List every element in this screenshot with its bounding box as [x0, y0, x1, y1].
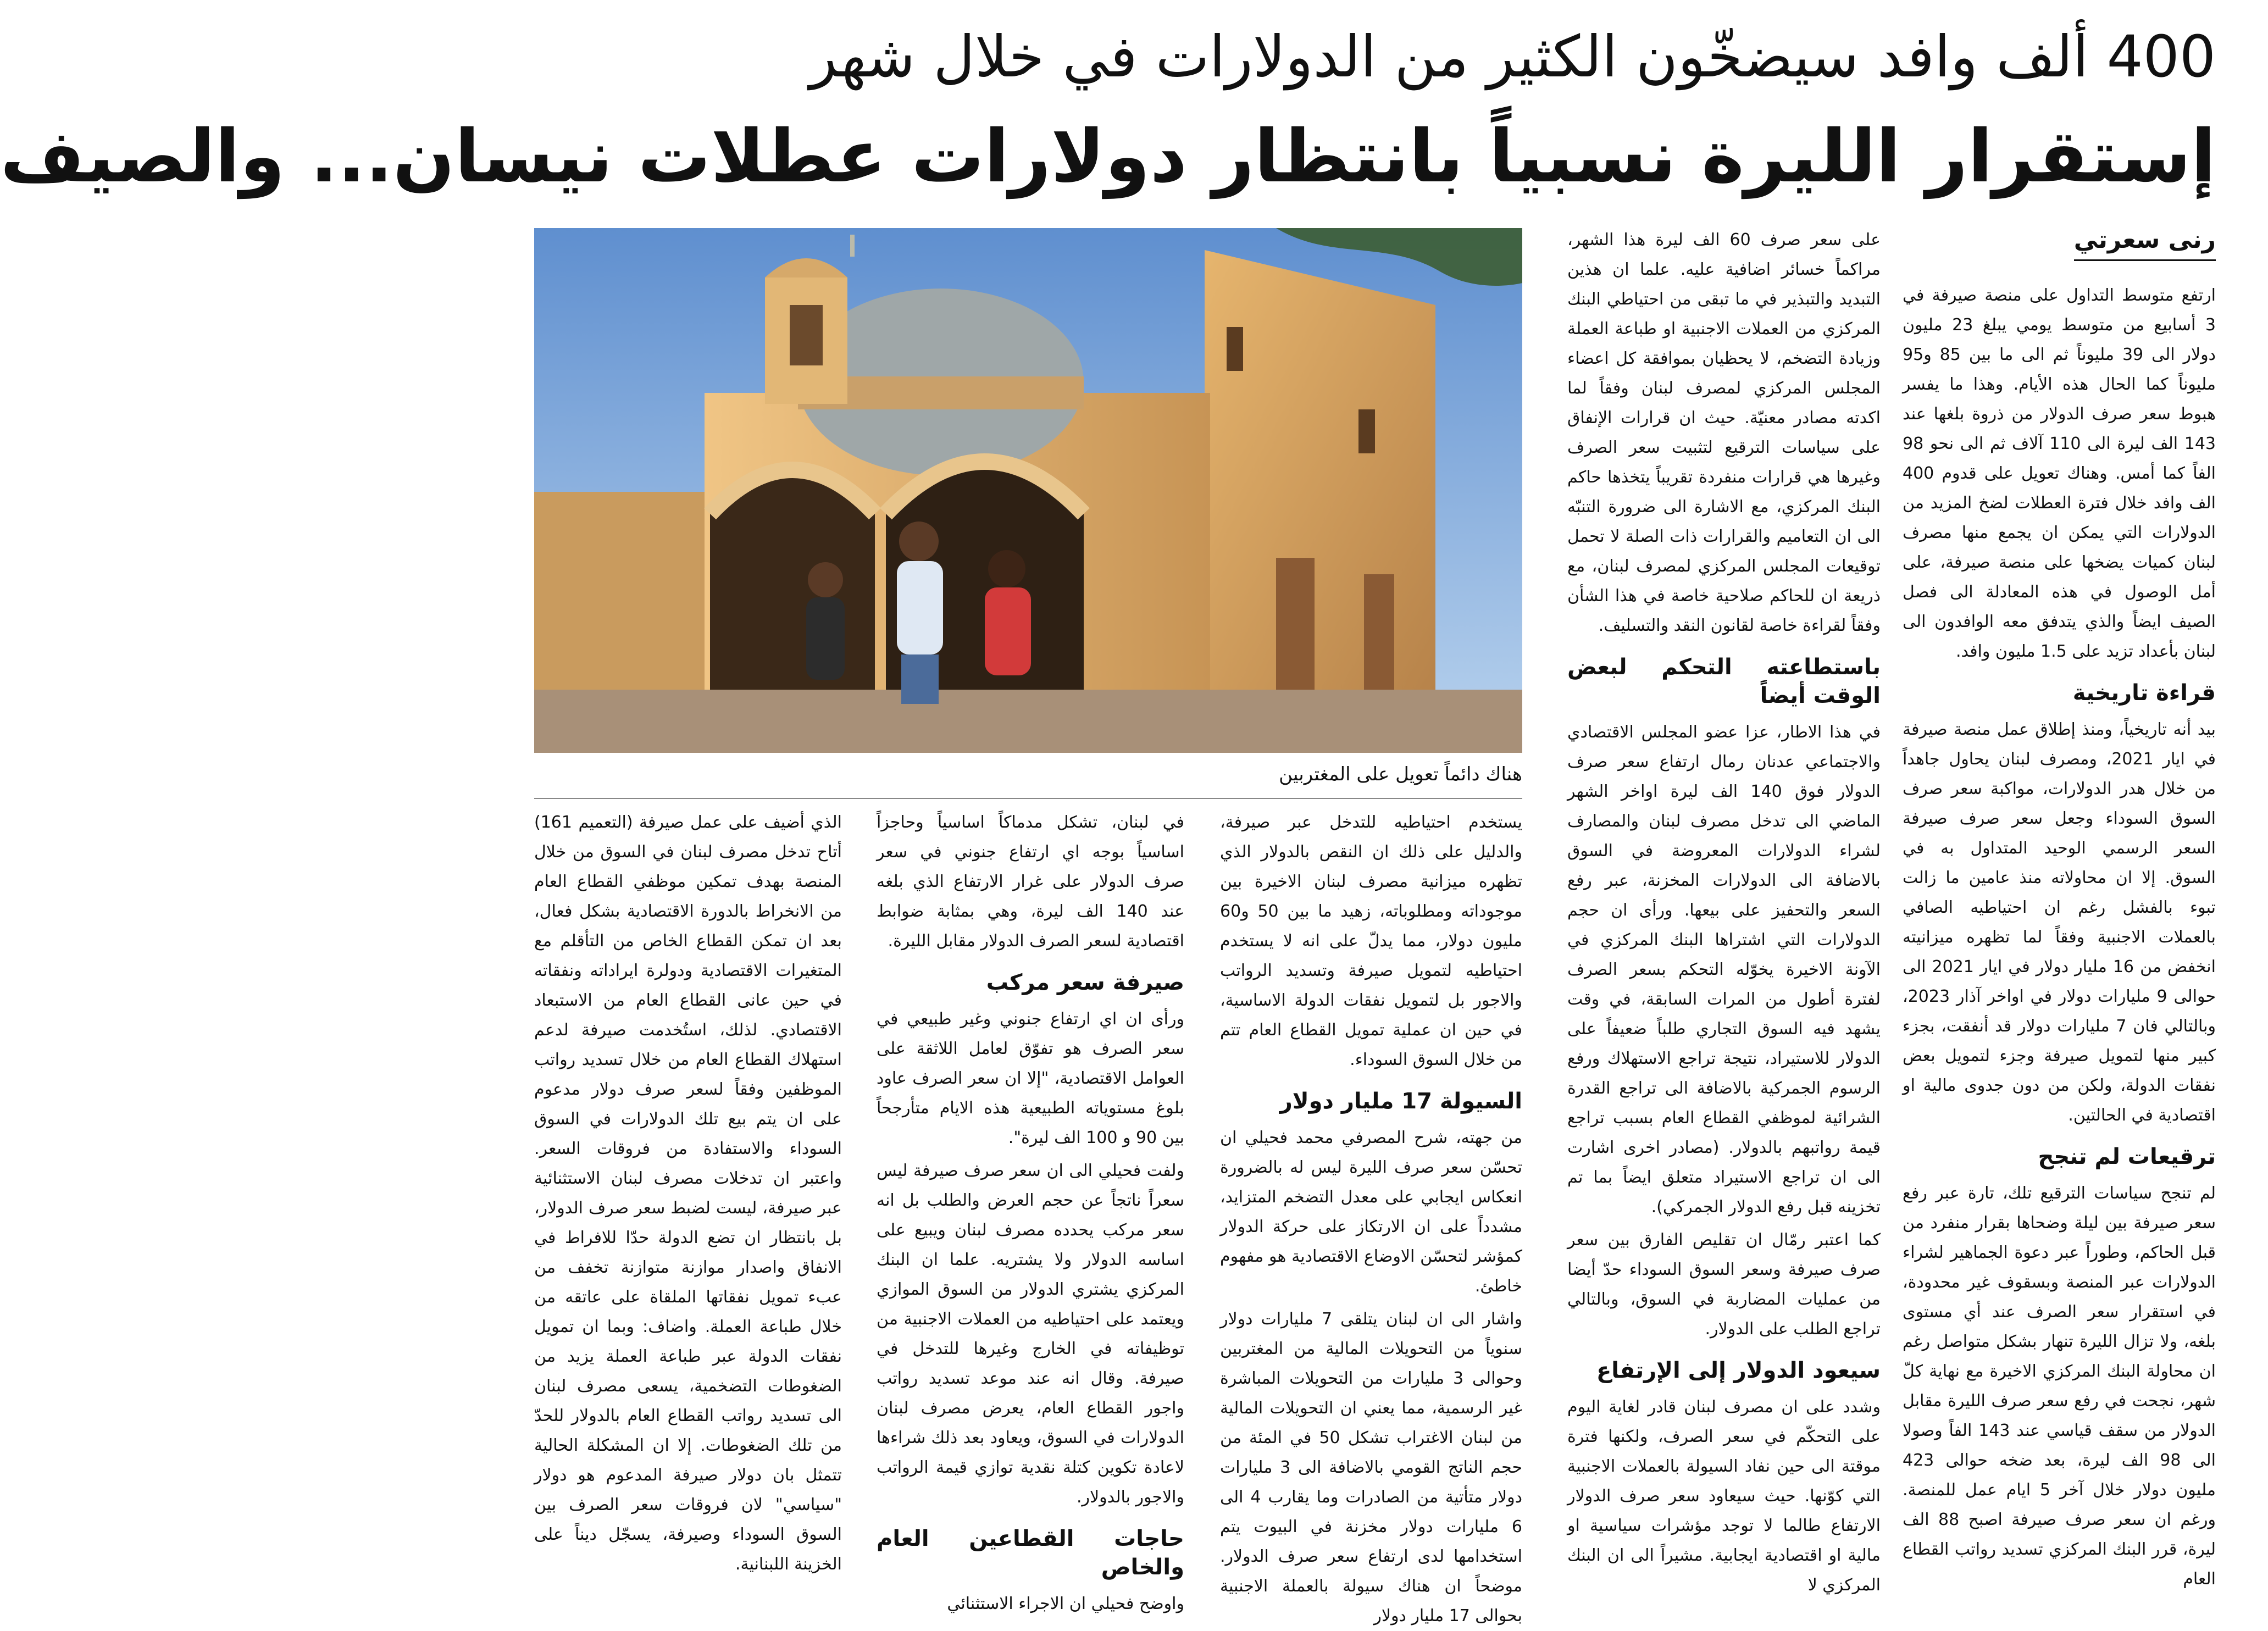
- subheading-composite-rate: صيرفة سعر مركب: [986, 970, 1184, 995]
- article-column-3: [1220, 808, 1523, 1626]
- article-column-2: [1567, 225, 1881, 1599]
- column-1-paragraph-1: ارتفع متوسط التداول على منصة صيرفة في 3 أسابيع من متوسط يومي يبلغ 23 مليون دولار الى 39 مليوناً ثم الى ما بين 85 و95 مليوناً كما الحال هذه الأيام. وهذا ما يفسر هبوط سعر صرف الدولار من ذروة بلغها عند 143 الف ليرة الى 110 آلاف ثم الى نحو 98 الفاً كما أمس. وهناك تعويل على قدوم 400 الف وافد خلال فترة العطلات لضخ المزيد من الدولارات التي يمكن ان يجمع منها مصرف لبنان كميات يضخها على منصة صيرفة، على أمل الوصول في هذه المعادلة الى فصل الصيف ايضاً والذي يتدفق معه الوافدون الى لبنان بأعداد تزيد على 1.5 مليون وافد.: [1903, 286, 2216, 661]
- subheading-public-private-needs: حاجات القطاعين العام والخاص: [877, 1526, 1184, 1580]
- column-4-paragraph-3: ولفت فحيلي الى ان سعر صرف صيرفة ليس سعراً ناتجاً عن حجم العرض والطلب بل انه سعر مركب يحدده مصرف لبنان ويبيع على اساسه الدولار ولا يشتريه. علما ان البنك المركزي يشتري الدولار من السوق الموازي ويعتمد على احتياطيه من العملات الاجنبية من توظيفاته في الخارج وغيرها للتدخل في صيرفة. وقال انه عند موعد تسديد رواتب واجور القطاع العام، يعرض مصرف لبنان الدولارات في السوق، ويعاود بعد ذلك شراءها لاعادة تكوين كتلة نقدية توازي قيمة الرواتب والاجور بالدولار.: [877, 1161, 1184, 1507]
- article-column-1: [1903, 225, 2216, 1599]
- column-4-paragraph-1: في لبنان، تشكل مدماكاً اساسياً وحاجزاً اساسياً بوجه اي ارتفاع جنوني في سعر صرف الدولار على غرار الارتفاع الذي بلغه عند 140 الف ليرة، وهي بمثابة ضوابط اقتصادية لسعر الصرف الدولار مقابل الليرة.: [877, 813, 1184, 951]
- column-3-paragraph-1: يستخدم احتياطيه للتدخل عبر صيرفة، والدليل على ذلك ان النقص بالدولار الذي تظهره ميزانية مصرف لبنان الاخيرة بين موجوداته ومطلوباته، زهيد ما بين 50 و60 مليون دولار، مما يدلّ على انه لا يستخدم احتياطيه لتمويل صيرفة وتسديد الرواتب والاجور بل لتمويل نفقات الدولة الاساسية، في حين ان عملية تمويل القطاع العام تتم من خلال السوق السوداء.: [1220, 813, 1522, 1069]
- subheading-dollar-will-rise: سيعود الدولار إلى الإرتفاع: [1596, 1358, 1881, 1383]
- main-headline: إستقرار الليرة نسبياً بانتظار دولارات عطلات نيسان... والصيف: [0, 114, 2216, 199]
- column-4-paragraph-4: واوضح فحيلي ان الاجراء الاستثنائي: [947, 1594, 1184, 1613]
- article-column-4: [877, 808, 1184, 1613]
- column-3-paragraph-2: من جهته، شرح المصرفي محمد فحيلي ان تحسّن سعر صرف الليرة ليس له بالضرورة انعكاس ايجابي على معدل التضخم المتزايد، مشدداً على ان الارتكاز على حركة الدولار كمؤشر لتحسّن الاوضاع الاقتصادية هو مفهوم خاطئ.: [1220, 1128, 1522, 1296]
- column-5-paragraph-1: الذي أضيف على عمل صيرفة (التعميم 161) أتاح تدخل مصرف لبنان في السوق من خلال المنصة بهدف تمكين موظفي القطاع العام من الانخراط بالدورة الاقتصادية بشكل فعال، بعد ان تمكن القطاع الخاص من التأقلم مع المتغيرات الاقتصادية ودولرة ايراداته ونفقاته في حين عانى القطاع العام من الاستبعاد الاقتصادي. لذلك، استُخدمت صيرفة لدعم استهلاك القطاع العام من خلال تسديد رواتب الموظفين وفقاً لسعر صرف دولار مدعوم على ان يتم بيع تلك الدولارات في السوق السوداء والاستفادة من فروقات السعر. واعتبر ان تدخلات مصرف لبنان الاستثنائية عبر صيرفة، ليست لضبط سعر صرف الدولار، بل بانتظار ان تضع الدولة حدّا للافراط في الانفاق واصدار موازنة متوازنة تخفف من عبء تمويل نفقاتها الملقاة على عاتقه من خلال طباعة العملة. واضاف: وبما ان تمويل نفقات الدولة عبر طباعة العملة يزيد من الضغوطات التضخمية، يسعى مصرف لبنان الى تسديد رواتب القطاع العام بالدولار للحدّ من تلك الضغوطات. إلا ان المشكلة الحالية تتمثل بان دولار صيرفة المدعوم هو دولار "سياسي" لان فروقات سعر الصرف بين السوق السوداء وصيرفة، يسجّل ديناً على الخزينة اللبنانية.: [534, 813, 842, 1574]
- column-3-paragraph-3: واشار الى ان لبنان يتلقى 7 مليارات دولار سنوياً من التحويلات المالية من المغتربين وحوالى 3 مليارات من التحويلات المباشرة غير الرسمية، مما يعني ان التحويلات المالية من لبنان الاغتراب تشكل 50 في المئة من حجم الناتج القومي بالاضافة الى 3 مليارات دولار متأتية من الصادرات وما يقارب 4 الى 6 مليارات دولار مخزنة في البيوت يتم استخدامها لدى ارتفاع سعر صرف الدولار. موضحاً ان هناك سيولة بالعملة الاجنبية بحوالى 17 مليار دولار: [1220, 1310, 1523, 1626]
- article-photo: [534, 228, 1522, 753]
- subheading-control-for-a-while: باستطاعته التحكم لبعض الوقت أيضاً: [1567, 654, 1881, 708]
- column-2-paragraph-4: وشدد على ان مصرف لبنان قادر لغاية اليوم على التحكّم في سعر الصرف، ولكنها فترة موقتة الى حين نفاد السيولة بالعملات الاجنبية التي كوّنها. حيث سيعاود سعر صرف الدولار الارتفاع طالما لا توجد مؤشرات سياسية او مالية او اقتصادية ايجابية. مشيراً الى ان البنك المركزي لا: [1567, 1397, 1881, 1595]
- photo-caption: هناك دائماً تعويل على المغتربين: [1279, 763, 1522, 785]
- divider-line: [534, 798, 1522, 799]
- column-2-paragraph-1: على سعر صرف 60 الف ليرة هذا الشهر، مراكماً خسائر اضافية عليه. علما ان هذين التبديد والتبذير في ما تبقى من احتياطي البنك المركزي من العملات الاجنبية او طباعة العملة وزيادة التضخم، لا يحظيان بموافقة كل اعضاء المجلس المركزي لمصرف لبنان وفقاً لما اكدته مصادر معنيّة. حيث ان قرارات الإنفاق على سياسات الترقيع لتثبيت سعر الصرف وغيرها هي قرارات منفردة تقريباً يتخذها حاكم البنك المركزي، مع الاشارة الى ضرورة التنبّه الى ان التعاميم والقرارات ذات الصلة لا تحمل توقيعات المجلس المركزي لمصرف لبنان، مع ذريعة ان للحاكم صلاحية خاصة في هذا الشأن وفقاً لقراءة خاصة لقانون النقد والتسليف.: [1567, 230, 1881, 635]
- subheading-historical-reading: قراءة تاريخية: [2072, 680, 2216, 706]
- article-column-5: [534, 808, 842, 1599]
- column-1-paragraph-2: بيد أنه تاريخياً، ومنذ إطلاق عمل منصة صيرفة في ايار 2021، ومصرف لبنان يحاول جاهداً من خلال هدر الدولارات، مواكبة سعر صرف السوق السوداء وجعل سعر صرف صيرفة السعر الرسمي الوحيد المتداول به في السوق. إلا ان محاولاته منذ عامين ما زالت تبوء بالفشل رغم ان احتياطيه الصافي بالعملات الاجنبية وفقاً لما تظهره ميزانيته انخفض من 16 مليار دولار في ايار 2021 الى حوالى 9 مليارات دولار في اواخر آذار 2023، وبالتالي فان 7 مليارات دولار قد أنفقت، بجزء كبير منها لتمويل صيرفة وجزء لتمويل بعض نفقات الدولة، ولكن من دون جدوى مالية او اقتصادية في الحالتين.: [1903, 720, 2216, 1125]
- byline: رنى سعرتي: [2074, 225, 2216, 261]
- kicker-headline: 400 ألف وافد سيضخّون الكثير من الدولارات في خلال شهر: [809, 23, 2216, 90]
- column-1-paragraph-3: لم تنجح سياسات الترقيع تلك، تارة عبر رفع سعر صيرفة بين ليلة وضحاها بقرار منفرد من قبل الحاكم، وطوراً عبر دعوة الجماهير لشراء الدولارات عبر المنصة وبسقوف غير محدودة، في استقرار سعر الصرف عند أي مستوى بلغه، ولا تزال الليرة تنهار بشكل متواصل رغم ان محاولة البنك المركزي الاخيرة مع نهاية كلّ شهر، نجحت في رفع سعر صرف الليرة مقابل الدولار من سقف قياسي عند 143 الفاً وصولا الى 98 الف ليرة، بعد ضخه حوالى 423 مليون دولار خلال آخر 5 ايام عمل للمنصة. ورغم ان سعر صرف صيرفة اصبح 88 الف ليرة، قرر البنك المركزي تسديد رواتب القطاع العام: [1903, 1184, 2216, 1589]
- column-2-paragraph-3: كما اعتبر رمّال ان تقليص الفارق بين سعر صرف صيرفة وسعر السوق السوداء حدّ أيضا من عمليات المضاربة في السوق، وبالتالي تراجع الطلب على الدولار.: [1567, 1230, 1881, 1339]
- church-photo-illustration: [534, 228, 1522, 753]
- column-2-paragraph-2: في هذا الاطار، عزا عضو المجلس الاقتصادي والاجتماعي عدنان رمال ارتفاع سعر صرف الدولار فوق 140 الف ليرة اواخر الشهر الماضي الى تدخل مصرف لبنان والمصارف لشراء الدولارات المعروضة في السوق بالاضافة الى الدولارات المخزنة، عبر رفع السعر والتحفيز على بيعها. ورأى ان حجم الدولارات التي اشتراها البنك المركزي في الآونة الاخيرة يخوّله التحكم بسعر الصرف لفترة أطول من المرات السابقة، في وقت يشهد فيه السوق التجاري طلباً ضعيفاً على الدولار للاستيراد، نتيجة تراجع الاستهلاك ورفع الرسوم الجمركية بالاضافة الى تراجع القدرة الشرائية لموظفي القطاع العام بسبب تراجع قيمة رواتبهم بالدولار. (مصادر اخرى اشارت الى ان تراجع الاستيراد متعلق ايضاً بما تم تخزينه قبل رفع الدولار الجمركي).: [1567, 723, 1881, 1217]
- subheading-failed-patches: ترقيعات لم تنجح: [2038, 1144, 2216, 1169]
- subheading-liquidity: السيولة 17 مليار دولار: [1279, 1089, 1522, 1114]
- column-4-paragraph-2: ورأى ان اي ارتفاع جنوني وغير طبيعي في سعر الصرف هو تفوّق لعامل اللاثقة على العوامل الاقتصادية، "إلا ان سعر الصرف عاود بلوغ مستوياته الطبيعية هذه الايام متأرجحاً بين 90 و 100 الف ليرة".: [877, 1009, 1184, 1147]
